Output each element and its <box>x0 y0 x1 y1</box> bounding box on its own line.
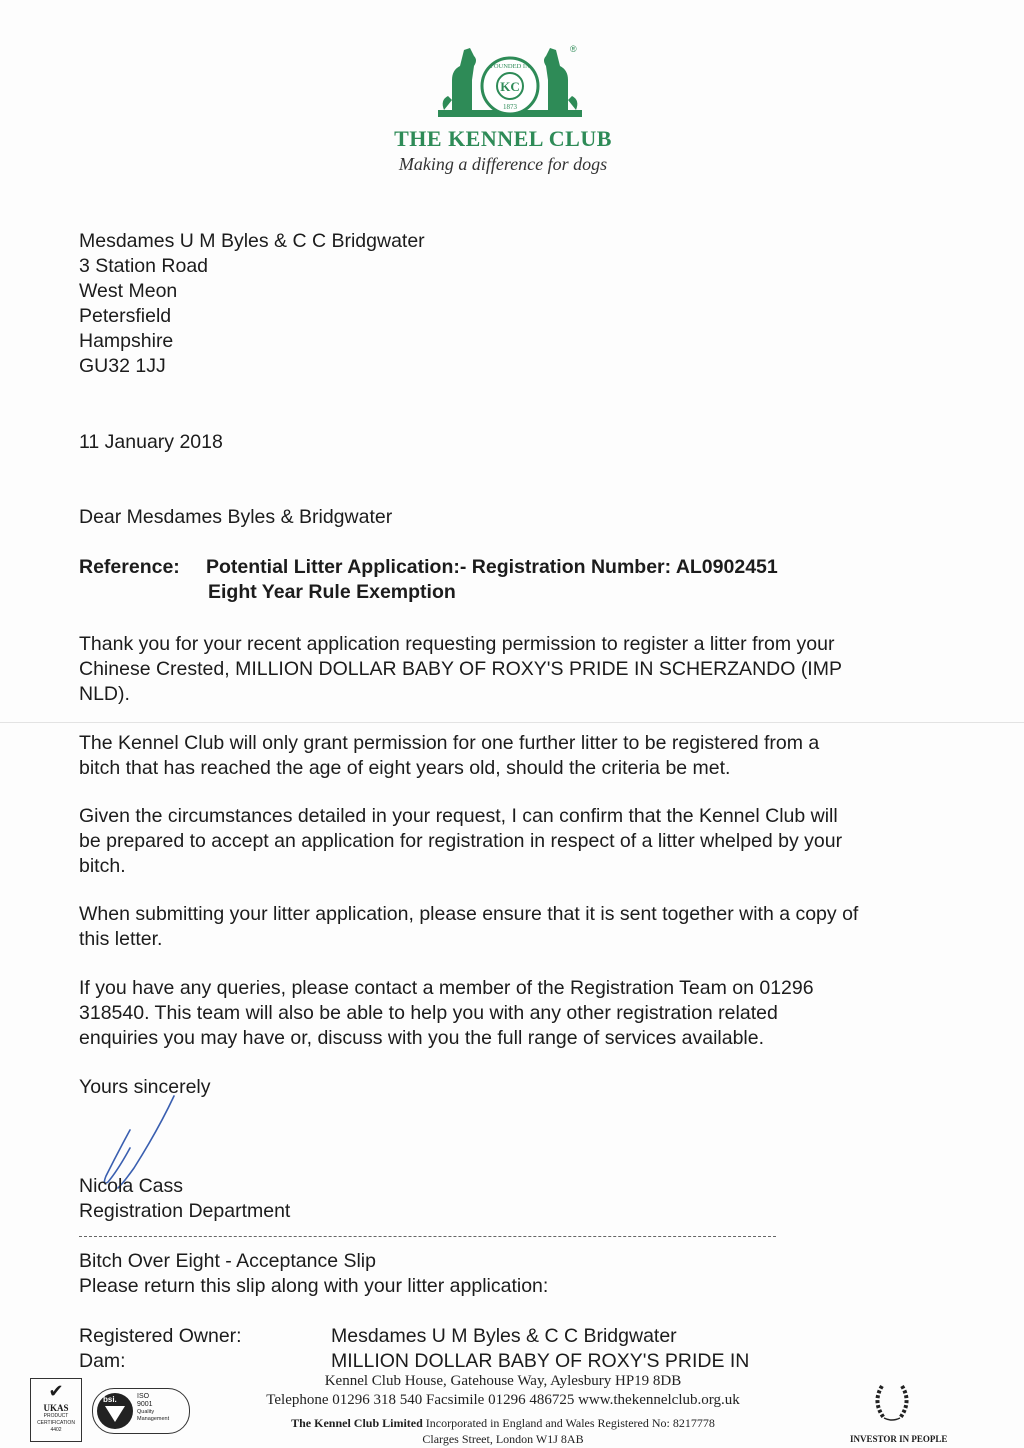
body-paragraph-2 <box>79 731 959 781</box>
ukas-sub: PRODUCT CERTIFICATION <box>37 1413 75 1426</box>
org-name: THE KENNEL CLUB <box>394 126 612 151</box>
closing: Yours sincerely <box>79 1076 211 1098</box>
ukas-label: UKAS <box>43 1403 69 1413</box>
investor-label: INVESTOR IN PEOPLE <box>850 1434 948 1444</box>
dam-label: Dam: <box>79 1350 126 1372</box>
text-line: When submitting your litter application, please ensure that it is sent together with a copy of <box>79 903 859 925</box>
company-info: Incorporated in England and Wales Registered No: 8217778 <box>422 1416 715 1430</box>
text-line: The Kennel Club will only grant permission for one further litter to be registered from a <box>79 732 820 754</box>
org-tagline: Making a difference for dogs <box>398 154 608 174</box>
body-paragraph-3 <box>79 804 959 879</box>
ukas-badge <box>30 1378 82 1442</box>
cut-line <box>79 1236 776 1237</box>
slip-title: Bitch Over Eight - Acceptance Slip <box>79 1250 376 1272</box>
kitemark-icon <box>97 1393 133 1429</box>
text-line: Chinese Crested, MILLION DOLLAR BABY OF ROXY'S PRIDE IN SCHERZANDO (IMP <box>79 658 842 680</box>
reference-line-1: Potential Litter Application:- Registration Number: AL0902451 <box>206 556 778 578</box>
iso-text <box>137 1393 183 1423</box>
recipient-address <box>79 229 425 379</box>
reference-line-2: Eight Year Rule Exemption <box>208 581 456 603</box>
letter-date: 11 January 2018 <box>79 431 223 453</box>
crown-checkmark-icon: ✔ <box>48 1381 64 1401</box>
text-line: enquiries you may have or, discuss with you the full range of services available. <box>79 1027 765 1049</box>
iso-sub: Quality Management <box>137 1409 170 1422</box>
text-line: 318540. This team will also be able to help you with any other registration related <box>79 1002 778 1024</box>
kennel-club-emblem <box>430 40 590 130</box>
reference-label: Reference: <box>79 556 180 578</box>
slip-instruction: Please return this slip along with your litter application: <box>79 1275 549 1297</box>
text-line: this letter. <box>79 928 163 950</box>
body-paragraph-5 <box>79 976 959 1051</box>
logo-year-text: 1873 <box>503 103 517 111</box>
text-line: be prepared to accept an application for registration in respect of a litter whelped by your <box>79 830 843 852</box>
footer-address: Kennel Club House, Gatehouse Way, Aylesbury HP19 8DB <box>324 1373 682 1389</box>
body-paragraph-4 <box>79 902 959 952</box>
iso-label: ISO <box>137 1393 150 1400</box>
logo-kc-text: KC <box>500 79 520 94</box>
kennel-club-logo <box>430 40 590 130</box>
signatory-department: Registration Department <box>79 1200 291 1222</box>
investor-in-people-wreath-icon <box>868 1378 916 1426</box>
address-line: 3 Station Road <box>79 255 209 277</box>
paper-fold-line <box>0 722 1024 723</box>
text-line: Thank you for your recent application requesting permission to register a litter from your <box>79 633 835 655</box>
text-line: NLD). <box>79 683 130 705</box>
owner-value: Mesdames U M Byles & C C Bridgwater <box>331 1325 677 1347</box>
text-line: bitch. <box>79 855 126 877</box>
text-line: bitch that has reached the age of eight years old, should the criteria be met. <box>79 757 731 779</box>
body-paragraph-1 <box>79 632 959 707</box>
address-line: Mesdames U M Byles & C C Bridgwater <box>79 230 425 252</box>
address-line: Hampshire <box>79 330 174 352</box>
heart-shape-icon <box>105 1406 125 1422</box>
owner-label: Registered Owner: <box>79 1325 242 1347</box>
address-line: GU32 1JJ <box>79 355 166 377</box>
text-line: Given the circumstances detailed in your request, I can confirm that the Kennel Club will <box>79 805 838 827</box>
footer-contact: Telephone 01296 318 540 Facsimile 01296 486725 www.thekennelclub.org.uk <box>266 1392 740 1408</box>
iso-number: 9001 <box>137 1401 153 1408</box>
address-line: Petersfield <box>79 305 172 327</box>
address-line: West Meon <box>79 280 178 302</box>
registered-mark: ® <box>570 44 577 54</box>
logo-founded-text: FOUNDED IN <box>490 63 530 70</box>
ukas-number: 4402 <box>50 1427 62 1433</box>
dam-value: MILLION DOLLAR BABY OF ROXY'S PRIDE IN <box>331 1350 750 1372</box>
text-line: If you have any queries, please contact a member of the Registration Team on 01296 <box>79 977 814 999</box>
footer-london-address: Clarges Street, London W1J 8AB <box>422 1432 584 1446</box>
bsi-iso-badge <box>92 1388 190 1434</box>
bsi-label: bsi. <box>103 1395 117 1404</box>
salutation: Dear Mesdames Byles & Bridgwater <box>79 506 393 528</box>
company-name: The Kennel Club Limited <box>291 1416 423 1430</box>
signatory-name: Nicola Cass <box>79 1175 184 1197</box>
